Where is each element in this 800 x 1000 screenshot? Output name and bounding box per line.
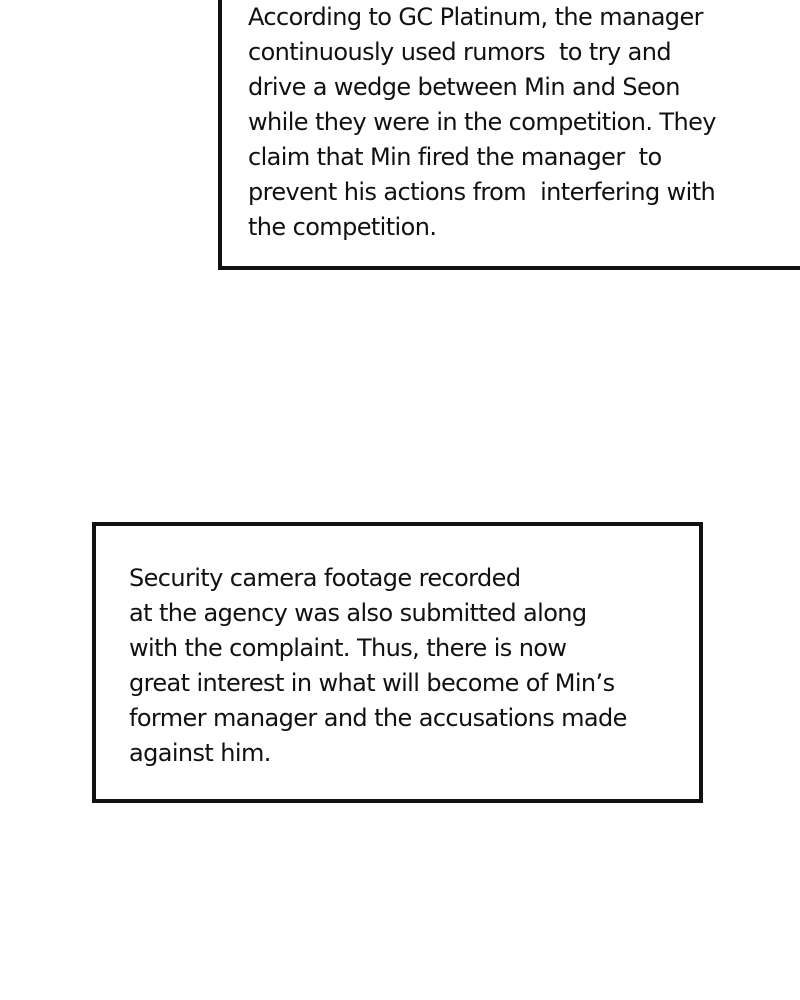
caption-line: against him. <box>129 739 271 767</box>
caption-line: Security camera footage recorded <box>129 564 521 592</box>
caption-line: continuously used rumors to try and <box>248 38 671 66</box>
caption-line: former manager and the accusations made <box>129 704 627 732</box>
caption-box-top <box>218 0 800 270</box>
caption-box-bottom <box>92 522 703 803</box>
caption-line: claim that Min fired the manager to <box>248 143 662 171</box>
caption-line: drive a wedge between Min and Seon <box>248 73 680 101</box>
caption-line: prevent his actions from interfering with <box>248 178 716 206</box>
caption-line: while they were in the competition. They <box>248 108 716 136</box>
caption-line: According to GC Platinum, the manager <box>248 3 703 31</box>
caption-line: great interest in what will become of Min’s <box>129 669 615 697</box>
caption-line: the competition. <box>248 213 437 241</box>
caption-line: with the complaint. Thus, there is now <box>129 634 567 662</box>
caption-line: at the agency was also submitted along <box>129 599 587 627</box>
